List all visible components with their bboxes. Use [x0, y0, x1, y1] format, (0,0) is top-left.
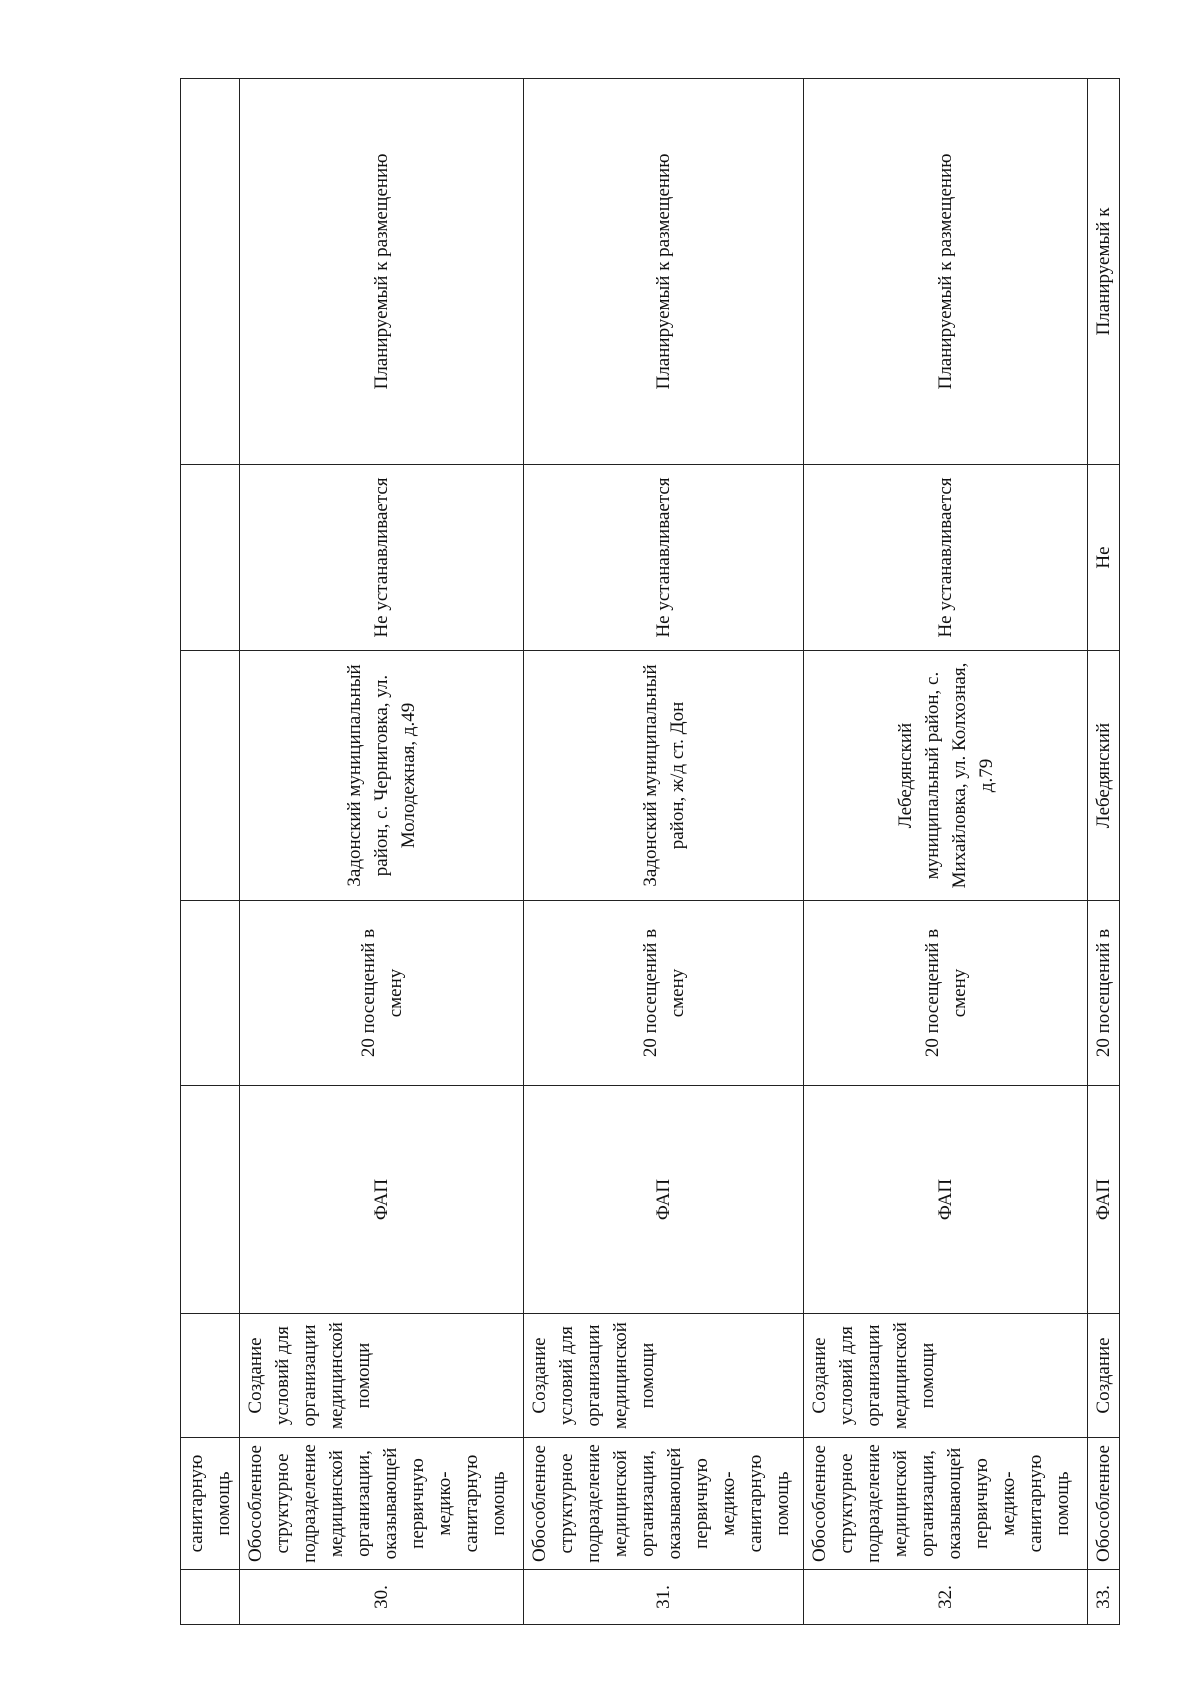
cell-capacity: 20 посещений в смену — [524, 901, 804, 1086]
table-row — [1088, 79, 1120, 1625]
cell-location: Лебедянский муниципальный район, с. Михайловка, ул. Колхозная, д.79 — [804, 651, 1088, 901]
cell-purpose: Создание — [1088, 1314, 1120, 1438]
cell-status: Планируемый к размещению — [240, 79, 524, 465]
cell-purpose: Создание условий для организации медицинской помощи — [240, 1314, 524, 1438]
cell-name: ФАП — [804, 1086, 1088, 1314]
continuation-row — [181, 79, 240, 1625]
cell-name: ФАП — [524, 1086, 804, 1314]
cell-status: Планируемый к размещению — [524, 79, 804, 465]
cell-status — [181, 79, 240, 465]
cell-zone — [181, 465, 240, 651]
cell-purpose: Создание условий для организации медицинской помощи — [524, 1314, 804, 1438]
cell-name: ФАП — [1088, 1086, 1120, 1314]
cell-location: Задонский муниципальный район, ж/д ст. Дон — [524, 651, 804, 901]
cell-name — [181, 1086, 240, 1314]
cell-num: 33. — [1088, 1570, 1120, 1625]
facilities-table — [180, 78, 1120, 1625]
table-row — [804, 79, 1088, 1625]
cell-zone: Не устанавливается — [240, 465, 524, 651]
cell-capacity — [181, 901, 240, 1086]
cell-kind: Обособленное — [1088, 1438, 1120, 1570]
cell-capacity: 20 посещений в смену — [240, 901, 524, 1086]
cell-name: ФАП — [240, 1086, 524, 1314]
cell-num: 31. — [524, 1570, 804, 1625]
cell-capacity: 20 посещений в — [1088, 901, 1120, 1086]
cell-capacity: 20 посещений в смену — [804, 901, 1088, 1086]
cell-purpose: Создание условий для организации медицинской помощи — [804, 1314, 1088, 1438]
cell-zone: Не устанавливается — [804, 465, 1088, 651]
cell-kind: Обособленное структурное подразделение медицинской организации, оказывающей первичную медико-санитарную помощь — [524, 1438, 804, 1570]
cell-kind: санитарную помощь — [181, 1438, 240, 1570]
cell-kind: Обособленное структурное подразделение медицинской организации, оказывающей первичную медико-санитарную помощь — [240, 1438, 524, 1570]
cell-location — [181, 651, 240, 901]
cell-location: Задонский муниципальный район, с. Черниговка, ул. Молодежная, д.49 — [240, 651, 524, 901]
cell-status: Планируемый к — [1088, 79, 1120, 465]
table-row — [240, 79, 524, 1625]
rotated-table-wrapper — [180, 79, 1114, 1625]
cell-kind: Обособленное структурное подразделение медицинской организации, оказывающей первичную медико-санитарную помощь — [804, 1438, 1088, 1570]
cell-num — [181, 1570, 240, 1625]
cell-purpose — [181, 1314, 240, 1438]
cell-location: Лебедянский — [1088, 651, 1120, 901]
table-row — [524, 79, 804, 1625]
cell-status: Планируемый к размещению — [804, 79, 1088, 465]
cell-num: 32. — [804, 1570, 1088, 1625]
cell-zone: Не — [1088, 465, 1120, 651]
cell-zone: Не устанавливается — [524, 465, 804, 651]
cell-num: 30. — [240, 1570, 524, 1625]
